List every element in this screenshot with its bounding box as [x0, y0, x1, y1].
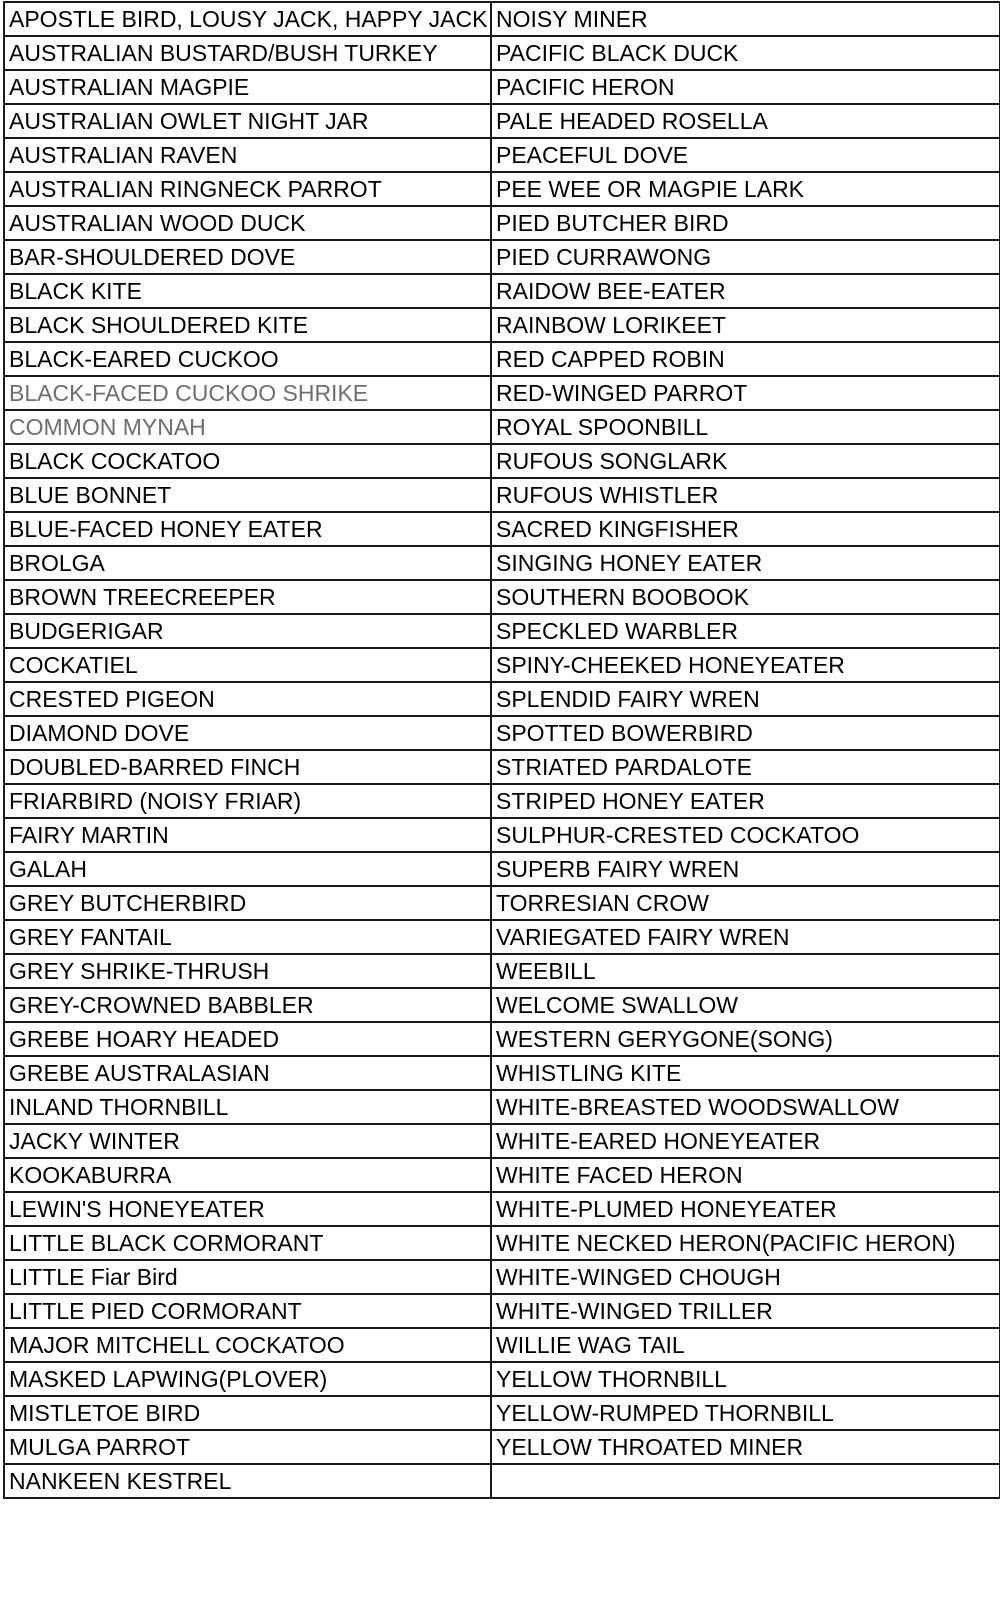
table-row	[4, 614, 1000, 648]
bird-name-cell-left: MISTLETOE BIRD	[4, 1396, 491, 1430]
bird-name-cell-left: AUSTRALIAN BUSTARD/BUSH TURKEY	[4, 36, 491, 70]
bird-name-cell-right: SACRED KINGFISHER	[491, 512, 1000, 546]
bird-name-cell-left: BLUE-FACED HONEY EATER	[4, 512, 491, 546]
table-row	[4, 36, 1000, 70]
table-row	[4, 784, 1000, 818]
table-row	[4, 410, 1000, 444]
bird-name-cell-right: SPOTTED BOWERBIRD	[491, 716, 1000, 750]
bird-name-cell-right: NOISY MINER	[491, 2, 1000, 36]
bird-name-cell-left: BAR-SHOULDERED DOVE	[4, 240, 491, 274]
table-row	[4, 104, 1000, 138]
bird-name-cell-left: BLACK KITE	[4, 274, 491, 308]
bird-name-cell-right: PEACEFUL DOVE	[491, 138, 1000, 172]
table-row	[4, 682, 1000, 716]
table-row	[4, 648, 1000, 682]
bird-name-cell-right: YELLOW THROATED MINER	[491, 1430, 1000, 1464]
bird-name-cell-right: PALE HEADED ROSELLA	[491, 104, 1000, 138]
bird-name-cell-left: GREY BUTCHERBIRD	[4, 886, 491, 920]
bird-name-cell-left: LITTLE PIED CORMORANT	[4, 1294, 491, 1328]
bird-name-cell-right: PIED BUTCHER BIRD	[491, 206, 1000, 240]
table-row	[4, 1158, 1000, 1192]
table-row	[4, 1056, 1000, 1090]
bird-name-cell-right: RUFOUS WHISTLER	[491, 478, 1000, 512]
bird-name-cell-left: APOSTLE BIRD, LOUSY JACK, HAPPY JACK	[4, 2, 491, 36]
table-row	[4, 1362, 1000, 1396]
table-row	[4, 376, 1000, 410]
bird-name-cell-right: SPINY-CHEEKED HONEYEATER	[491, 648, 1000, 682]
bird-name-cell-left: GALAH	[4, 852, 491, 886]
bird-name-cell-left: CRESTED PIGEON	[4, 682, 491, 716]
bird-name-cell-left: NANKEEN KESTREL	[4, 1464, 491, 1498]
bird-name-cell-right: SPECKLED WARBLER	[491, 614, 1000, 648]
table-row	[4, 206, 1000, 240]
bird-name-cell-left: BLACK COCKATOO	[4, 444, 491, 478]
bird-name-cell-right: STRIPED HONEY EATER	[491, 784, 1000, 818]
bird-name-cell-left: AUSTRALIAN OWLET NIGHT JAR	[4, 104, 491, 138]
bird-name-cell-right	[491, 1464, 1000, 1498]
bird-name-cell-left: BLACK SHOULDERED KITE	[4, 308, 491, 342]
bird-name-cell-left: BLACK-EARED CUCKOO	[4, 342, 491, 376]
bird-list-body	[4, 2, 1000, 1498]
bird-name-cell-right: PACIFIC HERON	[491, 70, 1000, 104]
bird-name-cell-left: INLAND THORNBILL	[4, 1090, 491, 1124]
table-row	[4, 274, 1000, 308]
bird-name-cell-right: SULPHUR-CRESTED COCKATOO	[491, 818, 1000, 852]
bird-name-cell-right: WHISTLING KITE	[491, 1056, 1000, 1090]
bird-name-cell-left: BLACK-FACED CUCKOO SHRIKE	[4, 376, 491, 410]
table-row	[4, 1022, 1000, 1056]
bird-name-cell-right: PEE WEE OR MAGPIE LARK	[491, 172, 1000, 206]
table-row	[4, 172, 1000, 206]
bird-list-table	[3, 1, 1000, 1499]
bird-name-cell-left: GREY FANTAIL	[4, 920, 491, 954]
table-row	[4, 1192, 1000, 1226]
table-row	[4, 70, 1000, 104]
table-row	[4, 308, 1000, 342]
table-row	[4, 886, 1000, 920]
bird-name-cell-left: GREBE AUSTRALASIAN	[4, 1056, 491, 1090]
bird-name-cell-left: MULGA PARROT	[4, 1430, 491, 1464]
bird-name-cell-right: WELCOME SWALLOW	[491, 988, 1000, 1022]
bird-name-cell-right: RED-WINGED PARROT	[491, 376, 1000, 410]
table-row	[4, 444, 1000, 478]
bird-name-cell-left: BROWN TREECREEPER	[4, 580, 491, 614]
table-row	[4, 138, 1000, 172]
bird-name-cell-left: MAJOR MITCHELL COCKATOO	[4, 1328, 491, 1362]
table-row	[4, 988, 1000, 1022]
bird-name-cell-right: STRIATED PARDALOTE	[491, 750, 1000, 784]
bird-name-cell-right: ROYAL SPOONBILL	[491, 410, 1000, 444]
bird-name-cell-right: WHITE-EARED HONEYEATER	[491, 1124, 1000, 1158]
table-row	[4, 2, 1000, 36]
bird-name-cell-left: GREY-CROWNED BABBLER	[4, 988, 491, 1022]
bird-name-cell-left: BLUE BONNET	[4, 478, 491, 512]
bird-name-cell-left: AUSTRALIAN MAGPIE	[4, 70, 491, 104]
bird-name-cell-left: AUSTRALIAN RAVEN	[4, 138, 491, 172]
bird-name-cell-right: PIED CURRAWONG	[491, 240, 1000, 274]
table-row	[4, 512, 1000, 546]
bird-name-cell-right: SOUTHERN BOOBOOK	[491, 580, 1000, 614]
table-row	[4, 1226, 1000, 1260]
bird-name-cell-left: FAIRY MARTIN	[4, 818, 491, 852]
bird-name-cell-right: WILLIE WAG TAIL	[491, 1328, 1000, 1362]
table-row	[4, 1090, 1000, 1124]
bird-name-cell-left: LITTLE BLACK CORMORANT	[4, 1226, 491, 1260]
bird-name-cell-right: WHITE-WINGED TRILLER	[491, 1294, 1000, 1328]
bird-name-cell-right: WHITE FACED HERON	[491, 1158, 1000, 1192]
bird-name-cell-right: SUPERB FAIRY WREN	[491, 852, 1000, 886]
table-row	[4, 750, 1000, 784]
bird-name-cell-right: TORRESIAN CROW	[491, 886, 1000, 920]
bird-name-cell-left: COMMON MYNAH	[4, 410, 491, 444]
bird-name-cell-right: YELLOW THORNBILL	[491, 1362, 1000, 1396]
bird-name-cell-left: AUSTRALIAN WOOD DUCK	[4, 206, 491, 240]
bird-name-cell-left: BUDGERIGAR	[4, 614, 491, 648]
table-row	[4, 1328, 1000, 1362]
table-row	[4, 580, 1000, 614]
bird-name-cell-right: SPLENDID FAIRY WREN	[491, 682, 1000, 716]
table-row	[4, 546, 1000, 580]
bird-name-cell-left: GREY SHRIKE-THRUSH	[4, 954, 491, 988]
bird-name-cell-right: WESTERN GERYGONE(SONG)	[491, 1022, 1000, 1056]
table-row	[4, 920, 1000, 954]
table-row	[4, 1464, 1000, 1498]
bird-name-cell-left: KOOKABURRA	[4, 1158, 491, 1192]
bird-name-cell-right: SINGING HONEY EATER	[491, 546, 1000, 580]
bird-name-cell-right: PACIFIC BLACK DUCK	[491, 36, 1000, 70]
table-row	[4, 478, 1000, 512]
bird-name-cell-right: WEEBILL	[491, 954, 1000, 988]
table-row	[4, 240, 1000, 274]
bird-name-cell-right: WHITE-PLUMED HONEYEATER	[491, 1192, 1000, 1226]
table-row	[4, 1396, 1000, 1430]
bird-name-cell-right: WHITE NECKED HERON(PACIFIC HERON)	[491, 1226, 1000, 1260]
table-row	[4, 852, 1000, 886]
bird-name-cell-left: DOUBLED-BARRED FINCH	[4, 750, 491, 784]
bird-name-cell-left: BROLGA	[4, 546, 491, 580]
bird-name-cell-left: JACKY WINTER	[4, 1124, 491, 1158]
table-row	[4, 818, 1000, 852]
table-row	[4, 954, 1000, 988]
bird-name-cell-right: VARIEGATED FAIRY WREN	[491, 920, 1000, 954]
bird-name-cell-left: LITTLE Fiar Bird	[4, 1260, 491, 1294]
bird-name-cell-left: FRIARBIRD (NOISY FRIAR)	[4, 784, 491, 818]
table-row	[4, 1294, 1000, 1328]
bird-name-cell-right: RED CAPPED ROBIN	[491, 342, 1000, 376]
bird-name-cell-right: WHITE-BREASTED WOODSWALLOW	[491, 1090, 1000, 1124]
bird-name-cell-right: RUFOUS SONGLARK	[491, 444, 1000, 478]
bird-name-cell-right: YELLOW-RUMPED THORNBILL	[491, 1396, 1000, 1430]
bird-name-cell-left: DIAMOND DOVE	[4, 716, 491, 750]
table-row	[4, 1260, 1000, 1294]
bird-name-cell-left: MASKED LAPWING(PLOVER)	[4, 1362, 491, 1396]
bird-name-cell-left: AUSTRALIAN RINGNECK PARROT	[4, 172, 491, 206]
bird-name-cell-right: RAINBOW LORIKEET	[491, 308, 1000, 342]
table-row	[4, 716, 1000, 750]
bird-name-cell-left: GREBE HOARY HEADED	[4, 1022, 491, 1056]
table-row	[4, 342, 1000, 376]
bird-name-cell-left: COCKATIEL	[4, 648, 491, 682]
bird-name-cell-right: RAIDOW BEE-EATER	[491, 274, 1000, 308]
table-row	[4, 1124, 1000, 1158]
bird-name-cell-right: WHITE-WINGED CHOUGH	[491, 1260, 1000, 1294]
table-row	[4, 1430, 1000, 1464]
bird-name-cell-left: LEWIN'S HONEYEATER	[4, 1192, 491, 1226]
